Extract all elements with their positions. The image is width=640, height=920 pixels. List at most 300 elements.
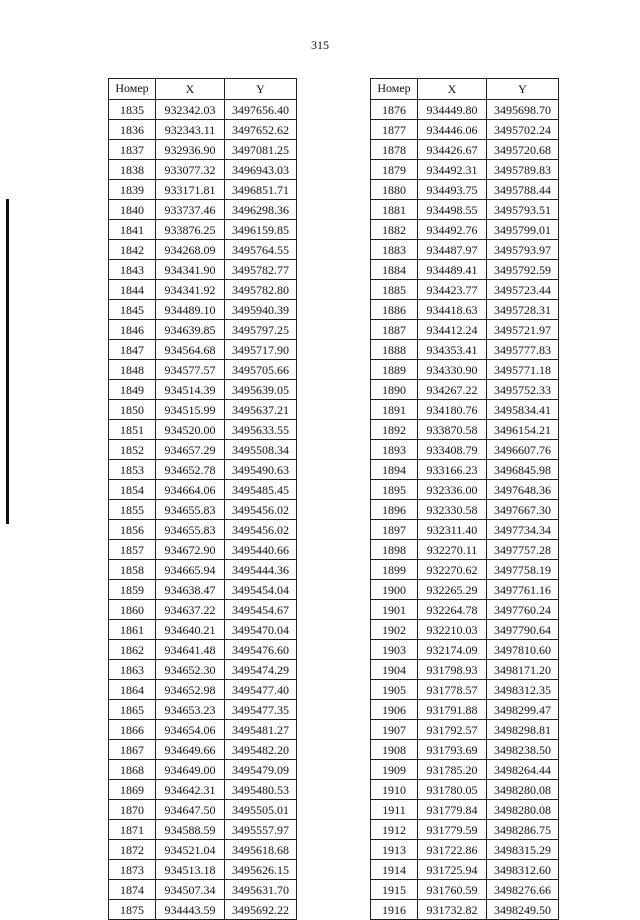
cell-x: 932264.78 bbox=[418, 600, 487, 620]
cell-x: 934489.41 bbox=[418, 260, 487, 280]
cell-x: 931798.93 bbox=[418, 660, 487, 680]
cell-number: 1883 bbox=[371, 240, 418, 260]
cell-x: 931722.86 bbox=[418, 840, 487, 860]
cell-number: 1837 bbox=[109, 140, 156, 160]
table-row bbox=[109, 220, 297, 240]
cell-y: 3495440.66 bbox=[225, 540, 297, 560]
cell-number: 1862 bbox=[109, 640, 156, 660]
table-row bbox=[109, 580, 297, 600]
cell-y: 3497081.25 bbox=[225, 140, 297, 160]
cell-x: 931725.94 bbox=[418, 860, 487, 880]
table-row bbox=[109, 540, 297, 560]
cell-number: 1870 bbox=[109, 800, 156, 820]
cell-y: 3495793.97 bbox=[487, 240, 559, 260]
cell-y: 3495631.70 bbox=[225, 880, 297, 900]
table-row bbox=[371, 420, 559, 440]
table-row bbox=[109, 600, 297, 620]
cell-x: 932210.03 bbox=[418, 620, 487, 640]
cell-y: 3498264.44 bbox=[487, 760, 559, 780]
cell-number: 1916 bbox=[371, 900, 418, 920]
table-row bbox=[109, 200, 297, 220]
cell-number: 1869 bbox=[109, 780, 156, 800]
cell-number: 1898 bbox=[371, 540, 418, 560]
cell-y: 3495797.25 bbox=[225, 320, 297, 340]
cell-x: 932342.03 bbox=[156, 100, 225, 120]
cell-number: 1901 bbox=[371, 600, 418, 620]
cell-x: 932270.11 bbox=[418, 540, 487, 560]
cell-x: 934412.24 bbox=[418, 320, 487, 340]
table-row bbox=[371, 260, 559, 280]
cell-number: 1897 bbox=[371, 520, 418, 540]
cell-number: 1915 bbox=[371, 880, 418, 900]
cell-y: 3498315.29 bbox=[487, 840, 559, 860]
cell-x: 934638.47 bbox=[156, 580, 225, 600]
cell-number: 1908 bbox=[371, 740, 418, 760]
cell-y: 3495476.60 bbox=[225, 640, 297, 660]
cell-x: 933876.25 bbox=[156, 220, 225, 240]
cell-x: 934423.77 bbox=[418, 280, 487, 300]
table-row bbox=[371, 520, 559, 540]
header-number: Номер bbox=[371, 79, 418, 100]
cell-y: 3498249.50 bbox=[487, 900, 559, 920]
cell-number: 1911 bbox=[371, 800, 418, 820]
table-row bbox=[371, 200, 559, 220]
cell-y: 3495454.67 bbox=[225, 600, 297, 620]
cell-x: 934514.39 bbox=[156, 380, 225, 400]
cell-x: 934652.30 bbox=[156, 660, 225, 680]
cell-x: 934641.48 bbox=[156, 640, 225, 660]
cell-y: 3498280.08 bbox=[487, 800, 559, 820]
cell-x: 932330.58 bbox=[418, 500, 487, 520]
cell-y: 3495940.39 bbox=[225, 300, 297, 320]
table-row bbox=[109, 400, 297, 420]
table-row bbox=[371, 500, 559, 520]
cell-x: 934492.31 bbox=[418, 160, 487, 180]
table-row bbox=[371, 720, 559, 740]
cell-number: 1875 bbox=[109, 900, 156, 920]
cell-y: 3497652.62 bbox=[225, 120, 297, 140]
cell-number: 1910 bbox=[371, 780, 418, 800]
cell-y: 3495717.90 bbox=[225, 340, 297, 360]
cell-x: 932311.40 bbox=[418, 520, 487, 540]
table-row bbox=[371, 160, 559, 180]
cell-y: 3495637.21 bbox=[225, 400, 297, 420]
cell-number: 1863 bbox=[109, 660, 156, 680]
table-row bbox=[371, 760, 559, 780]
cell-x: 931792.57 bbox=[418, 720, 487, 740]
table-row bbox=[371, 460, 559, 480]
cell-number: 1893 bbox=[371, 440, 418, 460]
cell-x: 933166.23 bbox=[418, 460, 487, 480]
cell-x: 934493.75 bbox=[418, 180, 487, 200]
table-row bbox=[371, 860, 559, 880]
cell-number: 1902 bbox=[371, 620, 418, 640]
cell-y: 3497760.24 bbox=[487, 600, 559, 620]
cell-number: 1884 bbox=[371, 260, 418, 280]
table-row bbox=[371, 880, 559, 900]
cell-x: 931732.82 bbox=[418, 900, 487, 920]
cell-y: 3495508.34 bbox=[225, 440, 297, 460]
table-row bbox=[371, 220, 559, 240]
cell-y: 3496159.85 bbox=[225, 220, 297, 240]
table-row bbox=[109, 240, 297, 260]
cell-x: 932270.62 bbox=[418, 560, 487, 580]
table-row bbox=[371, 600, 559, 620]
cell-x: 933408.79 bbox=[418, 440, 487, 460]
cell-x: 931780.05 bbox=[418, 780, 487, 800]
cell-number: 1907 bbox=[371, 720, 418, 740]
table-row bbox=[371, 580, 559, 600]
table-row bbox=[371, 100, 559, 120]
table-row bbox=[371, 840, 559, 860]
cell-y: 3495456.02 bbox=[225, 500, 297, 520]
cell-x: 934639.85 bbox=[156, 320, 225, 340]
cell-x: 932336.00 bbox=[418, 480, 487, 500]
cell-x: 931791.88 bbox=[418, 700, 487, 720]
cell-y: 3498286.75 bbox=[487, 820, 559, 840]
cell-y: 3495618.68 bbox=[225, 840, 297, 860]
cell-number: 1846 bbox=[109, 320, 156, 340]
cell-y: 3495705.66 bbox=[225, 360, 297, 380]
cell-x: 934642.31 bbox=[156, 780, 225, 800]
margin-bar bbox=[6, 199, 9, 524]
cell-x: 931779.59 bbox=[418, 820, 487, 840]
cell-y: 3498276.66 bbox=[487, 880, 559, 900]
cell-x: 934267.22 bbox=[418, 380, 487, 400]
table-row bbox=[371, 360, 559, 380]
cell-y: 3495485.45 bbox=[225, 480, 297, 500]
cell-number: 1852 bbox=[109, 440, 156, 460]
cell-y: 3495789.83 bbox=[487, 160, 559, 180]
table-row bbox=[109, 820, 297, 840]
table-row bbox=[109, 420, 297, 440]
table-row bbox=[371, 560, 559, 580]
cell-x: 934521.04 bbox=[156, 840, 225, 860]
cell-x: 934446.06 bbox=[418, 120, 487, 140]
cell-x: 934654.06 bbox=[156, 720, 225, 740]
cell-number: 1859 bbox=[109, 580, 156, 600]
cell-y: 3497757.28 bbox=[487, 540, 559, 560]
table-row bbox=[109, 480, 297, 500]
cell-number: 1877 bbox=[371, 120, 418, 140]
cell-y: 3496298.36 bbox=[225, 200, 297, 220]
cell-y: 3495721.97 bbox=[487, 320, 559, 340]
table-row bbox=[371, 380, 559, 400]
cell-x: 931779.84 bbox=[418, 800, 487, 820]
coordinates-table-left bbox=[108, 78, 297, 920]
cell-x: 931778.57 bbox=[418, 680, 487, 700]
table-row bbox=[371, 680, 559, 700]
cell-y: 3497790.64 bbox=[487, 620, 559, 640]
cell-x: 934665.94 bbox=[156, 560, 225, 580]
cell-x: 934564.68 bbox=[156, 340, 225, 360]
cell-x: 934341.90 bbox=[156, 260, 225, 280]
cell-x: 934498.55 bbox=[418, 200, 487, 220]
table-row bbox=[109, 260, 297, 280]
cell-y: 3496607.76 bbox=[487, 440, 559, 460]
cell-x: 934672.90 bbox=[156, 540, 225, 560]
cell-number: 1864 bbox=[109, 680, 156, 700]
cell-number: 1844 bbox=[109, 280, 156, 300]
cell-x: 933077.32 bbox=[156, 160, 225, 180]
cell-number: 1838 bbox=[109, 160, 156, 180]
cell-x: 934180.76 bbox=[418, 400, 487, 420]
cell-y: 3495692.22 bbox=[225, 900, 297, 920]
table-row bbox=[371, 340, 559, 360]
cell-y: 3498312.35 bbox=[487, 680, 559, 700]
cell-x: 934426.67 bbox=[418, 140, 487, 160]
cell-x: 934268.09 bbox=[156, 240, 225, 260]
table-row bbox=[109, 560, 297, 580]
cell-y: 3495702.24 bbox=[487, 120, 559, 140]
table-row bbox=[371, 280, 559, 300]
cell-number: 1867 bbox=[109, 740, 156, 760]
table-row bbox=[371, 780, 559, 800]
cell-number: 1887 bbox=[371, 320, 418, 340]
cell-number: 1873 bbox=[109, 860, 156, 880]
cell-number: 1906 bbox=[371, 700, 418, 720]
cell-y: 3498238.50 bbox=[487, 740, 559, 760]
table-row bbox=[109, 520, 297, 540]
table-row bbox=[109, 460, 297, 480]
cell-x: 934489.10 bbox=[156, 300, 225, 320]
cell-y: 3495793.51 bbox=[487, 200, 559, 220]
cell-number: 1882 bbox=[371, 220, 418, 240]
table-row bbox=[109, 660, 297, 680]
cell-x: 934655.83 bbox=[156, 520, 225, 540]
cell-number: 1895 bbox=[371, 480, 418, 500]
table-row bbox=[109, 300, 297, 320]
cell-number: 1843 bbox=[109, 260, 156, 280]
cell-y: 3495728.31 bbox=[487, 300, 559, 320]
cell-x: 934640.21 bbox=[156, 620, 225, 640]
cell-x: 933737.46 bbox=[156, 200, 225, 220]
header-y: Y bbox=[225, 79, 297, 100]
cell-x: 934655.83 bbox=[156, 500, 225, 520]
table-row bbox=[109, 640, 297, 660]
cell-y: 3498280.08 bbox=[487, 780, 559, 800]
table-row bbox=[109, 340, 297, 360]
cell-y: 3497667.30 bbox=[487, 500, 559, 520]
table-row bbox=[109, 500, 297, 520]
cell-number: 1872 bbox=[109, 840, 156, 860]
cell-x: 934653.23 bbox=[156, 700, 225, 720]
cell-number: 1905 bbox=[371, 680, 418, 700]
table-row bbox=[371, 800, 559, 820]
cell-number: 1888 bbox=[371, 340, 418, 360]
cell-y: 3495557.97 bbox=[225, 820, 297, 840]
cell-x: 934657.29 bbox=[156, 440, 225, 460]
cell-x: 934443.59 bbox=[156, 900, 225, 920]
cell-x: 934664.06 bbox=[156, 480, 225, 500]
cell-x: 934577.57 bbox=[156, 360, 225, 380]
cell-x: 934637.22 bbox=[156, 600, 225, 620]
cell-number: 1861 bbox=[109, 620, 156, 640]
cell-y: 3496845.98 bbox=[487, 460, 559, 480]
cell-number: 1860 bbox=[109, 600, 156, 620]
cell-number: 1858 bbox=[109, 560, 156, 580]
cell-y: 3495454.04 bbox=[225, 580, 297, 600]
cell-x: 931793.69 bbox=[418, 740, 487, 760]
cell-x: 934487.97 bbox=[418, 240, 487, 260]
table-row bbox=[109, 140, 297, 160]
cell-x: 934652.98 bbox=[156, 680, 225, 700]
cell-y: 3498299.47 bbox=[487, 700, 559, 720]
cell-number: 1851 bbox=[109, 420, 156, 440]
cell-number: 1904 bbox=[371, 660, 418, 680]
cell-x: 932343.11 bbox=[156, 120, 225, 140]
cell-y: 3495799.01 bbox=[487, 220, 559, 240]
cell-y: 3495477.40 bbox=[225, 680, 297, 700]
table-row bbox=[109, 440, 297, 460]
cell-number: 1886 bbox=[371, 300, 418, 320]
cell-x: 934649.66 bbox=[156, 740, 225, 760]
cell-number: 1880 bbox=[371, 180, 418, 200]
cell-number: 1841 bbox=[109, 220, 156, 240]
table-row bbox=[109, 760, 297, 780]
cell-x: 931785.20 bbox=[418, 760, 487, 780]
table-row bbox=[371, 740, 559, 760]
cell-y: 3497734.34 bbox=[487, 520, 559, 540]
table-row bbox=[109, 680, 297, 700]
table-row bbox=[371, 640, 559, 660]
cell-number: 1853 bbox=[109, 460, 156, 480]
cell-x: 934652.78 bbox=[156, 460, 225, 480]
cell-y: 3497810.60 bbox=[487, 640, 559, 660]
cell-x: 934449.80 bbox=[418, 100, 487, 120]
cell-number: 1847 bbox=[109, 340, 156, 360]
table-row bbox=[109, 320, 297, 340]
cell-y: 3495480.53 bbox=[225, 780, 297, 800]
cell-y: 3498312.60 bbox=[487, 860, 559, 880]
cell-number: 1885 bbox=[371, 280, 418, 300]
cell-y: 3495505.01 bbox=[225, 800, 297, 820]
table-row bbox=[371, 120, 559, 140]
cell-y: 3495723.44 bbox=[487, 280, 559, 300]
cell-y: 3495764.55 bbox=[225, 240, 297, 260]
cell-y: 3496943.03 bbox=[225, 160, 297, 180]
cell-number: 1903 bbox=[371, 640, 418, 660]
header-x: X bbox=[156, 79, 225, 100]
cell-x: 934515.99 bbox=[156, 400, 225, 420]
table-row bbox=[109, 700, 297, 720]
cell-number: 1892 bbox=[371, 420, 418, 440]
cell-number: 1835 bbox=[109, 100, 156, 120]
cell-x: 933171.81 bbox=[156, 180, 225, 200]
cell-number: 1914 bbox=[371, 860, 418, 880]
cell-y: 3495490.63 bbox=[225, 460, 297, 480]
header-y: Y bbox=[487, 79, 559, 100]
table-row bbox=[371, 180, 559, 200]
cell-y: 3495456.02 bbox=[225, 520, 297, 540]
cell-y: 3495698.70 bbox=[487, 100, 559, 120]
table-row bbox=[109, 120, 297, 140]
cell-number: 1899 bbox=[371, 560, 418, 580]
table-row bbox=[109, 860, 297, 880]
table-row bbox=[371, 300, 559, 320]
cell-y: 3495479.09 bbox=[225, 760, 297, 780]
cell-number: 1849 bbox=[109, 380, 156, 400]
table-row bbox=[109, 720, 297, 740]
cell-number: 1879 bbox=[371, 160, 418, 180]
cell-x: 934520.00 bbox=[156, 420, 225, 440]
cell-x: 934649.00 bbox=[156, 760, 225, 780]
cell-number: 1868 bbox=[109, 760, 156, 780]
cell-y: 3495782.77 bbox=[225, 260, 297, 280]
page-number: 315 bbox=[311, 38, 329, 52]
cell-number: 1848 bbox=[109, 360, 156, 380]
table-row bbox=[371, 400, 559, 420]
cell-x: 934492.76 bbox=[418, 220, 487, 240]
cell-x: 934647.50 bbox=[156, 800, 225, 820]
table-row bbox=[371, 700, 559, 720]
table-row bbox=[109, 800, 297, 820]
cell-y: 3495444.36 bbox=[225, 560, 297, 580]
cell-number: 1878 bbox=[371, 140, 418, 160]
cell-number: 1909 bbox=[371, 760, 418, 780]
cell-x: 934330.90 bbox=[418, 360, 487, 380]
table-row bbox=[371, 660, 559, 680]
cell-y: 3497656.40 bbox=[225, 100, 297, 120]
cell-y: 3497761.16 bbox=[487, 580, 559, 600]
cell-x: 934588.59 bbox=[156, 820, 225, 840]
cell-number: 1842 bbox=[109, 240, 156, 260]
cell-number: 1889 bbox=[371, 360, 418, 380]
cell-y: 3495788.44 bbox=[487, 180, 559, 200]
cell-number: 1894 bbox=[371, 460, 418, 480]
cell-x: 934507.34 bbox=[156, 880, 225, 900]
table-row bbox=[109, 100, 297, 120]
cell-y: 3495639.05 bbox=[225, 380, 297, 400]
table-row bbox=[371, 440, 559, 460]
cell-x: 934341.92 bbox=[156, 280, 225, 300]
table-row bbox=[371, 480, 559, 500]
cell-x: 931760.59 bbox=[418, 880, 487, 900]
cell-number: 1840 bbox=[109, 200, 156, 220]
cell-number: 1913 bbox=[371, 840, 418, 860]
cell-x: 933870.58 bbox=[418, 420, 487, 440]
cell-number: 1874 bbox=[109, 880, 156, 900]
table-row bbox=[109, 900, 297, 920]
cell-number: 1900 bbox=[371, 580, 418, 600]
cell-number: 1871 bbox=[109, 820, 156, 840]
cell-y: 3498171.20 bbox=[487, 660, 559, 680]
table-row bbox=[109, 780, 297, 800]
table-row bbox=[109, 840, 297, 860]
cell-number: 1854 bbox=[109, 480, 156, 500]
cell-number: 1876 bbox=[371, 100, 418, 120]
table-row bbox=[371, 140, 559, 160]
cell-y: 3495834.41 bbox=[487, 400, 559, 420]
cell-number: 1855 bbox=[109, 500, 156, 520]
cell-number: 1891 bbox=[371, 400, 418, 420]
cell-number: 1890 bbox=[371, 380, 418, 400]
cell-y: 3497648.36 bbox=[487, 480, 559, 500]
cell-y: 3495782.80 bbox=[225, 280, 297, 300]
cell-x: 934513.18 bbox=[156, 860, 225, 880]
cell-x: 932265.29 bbox=[418, 580, 487, 600]
table-row bbox=[109, 360, 297, 380]
cell-y: 3495633.55 bbox=[225, 420, 297, 440]
cell-number: 1845 bbox=[109, 300, 156, 320]
cell-y: 3495752.33 bbox=[487, 380, 559, 400]
cell-number: 1857 bbox=[109, 540, 156, 560]
table-row bbox=[109, 880, 297, 900]
cell-y: 3495482.20 bbox=[225, 740, 297, 760]
cell-x: 934353.41 bbox=[418, 340, 487, 360]
cell-y: 3495481.27 bbox=[225, 720, 297, 740]
header-number: Номер bbox=[109, 79, 156, 100]
